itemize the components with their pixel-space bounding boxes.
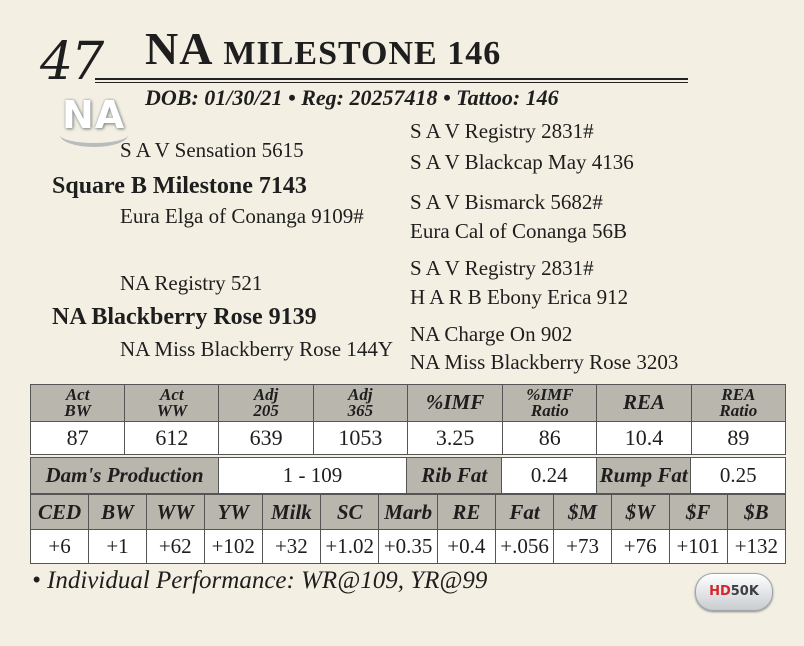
value-imf-ratio: 86 — [503, 422, 597, 455]
epd-header-yw: YW — [204, 495, 262, 530]
title-name: MILESTONE 146 — [223, 35, 502, 72]
title-divider — [95, 78, 688, 80]
epd-value-milk: +32 — [262, 530, 320, 564]
epd-header-f: $F — [669, 495, 727, 530]
sire: Square B Milestone 7143 — [52, 173, 307, 199]
epd-header-ww: WW — [146, 495, 204, 530]
rib-fat-label: Rib Fat — [406, 458, 502, 494]
header-imf: %IMF — [407, 385, 502, 422]
epd-value-w: +76 — [611, 530, 669, 564]
header-rea-ratio: REA Ratio — [691, 385, 785, 422]
performance-table — [30, 384, 786, 455]
epd-header-re: RE — [437, 495, 495, 530]
sire-sire-dam: S A V Blackcap May 4136 — [410, 150, 634, 174]
epd-header-milk: Milk — [262, 495, 320, 530]
header-act-ww: Act WW — [125, 385, 219, 422]
epd-value-sc: +1.02 — [320, 530, 378, 564]
epd-value-marb: +0.35 — [379, 530, 437, 564]
epd-header-row — [31, 495, 786, 530]
header-rea: REA — [597, 385, 691, 422]
performance-value-row — [31, 422, 786, 455]
epd-value-ced: +6 — [31, 530, 89, 564]
epd-header-w: $W — [611, 495, 669, 530]
epd-value-ww: +62 — [146, 530, 204, 564]
rump-fat-label: Rump Fat — [596, 458, 691, 494]
header-adj-365: Adj 365 — [313, 385, 407, 422]
hd50k-badge — [695, 573, 773, 611]
sire-sire: S A V Sensation 5615 — [120, 138, 304, 162]
header-act-bw: Act BW — [31, 385, 125, 422]
dam-sire: NA Registry 521 — [120, 271, 263, 295]
epd-value-f: +101 — [669, 530, 727, 564]
epd-header-m: $M — [554, 495, 612, 530]
value-rea: 10.4 — [597, 422, 691, 455]
title-divider-thin — [95, 82, 688, 83]
epd-value-bw: +1 — [89, 530, 147, 564]
animal-title — [145, 23, 502, 74]
sire-sire-sire: S A V Registry 2831# — [410, 119, 594, 143]
epd-value-re: +0.4 — [437, 530, 495, 564]
epd-header-ced: CED — [31, 495, 89, 530]
header-imf-ratio: %IMF Ratio — [503, 385, 597, 422]
rib-fat-value: 0.24 — [502, 458, 597, 494]
epd-header-marb: Marb — [379, 495, 437, 530]
epd-value-row — [31, 530, 786, 564]
na-logo-text: NA — [62, 93, 126, 137]
dam: NA Blackberry Rose 9139 — [52, 304, 317, 330]
dam-sire-sire: S A V Registry 2831# — [410, 256, 594, 280]
dams-production-label: Dam's Production — [31, 458, 219, 494]
hd50k-badge-hd: HD — [709, 584, 731, 599]
header-adj-205: Adj 205 — [219, 385, 313, 422]
individual-performance-note: • Individual Performance: WR@109, YR@99 — [32, 567, 488, 594]
production-table — [30, 457, 786, 494]
epd-value-fat: +.056 — [495, 530, 553, 564]
hd50k-badge-50k: 50K — [730, 584, 759, 599]
dams-production-value: 1 - 109 — [218, 458, 406, 494]
lot-number: 47 — [40, 32, 103, 92]
value-adj-365: 1053 — [313, 422, 407, 455]
dam-dam: NA Miss Blackberry Rose 144Y — [120, 337, 393, 361]
epd-header-bw: BW — [89, 495, 147, 530]
dam-sire-dam: H A R B Ebony Erica 912 — [410, 285, 629, 309]
dob-reg-tattoo-line: DOB: 01/30/21 • Reg: 20257418 • Tattoo: 146 — [145, 85, 559, 110]
epd-table — [30, 494, 786, 564]
epd-value-yw: +102 — [204, 530, 262, 564]
dam-dam-dam: NA Miss Blackberry Rose 3203 — [410, 350, 679, 374]
dam-dam-sire: NA Charge On 902 — [410, 322, 573, 346]
na-logo-swoosh-icon — [60, 123, 128, 147]
epd-header-fat: Fat — [495, 495, 553, 530]
value-rea-ratio: 89 — [691, 422, 785, 455]
production-row — [31, 458, 786, 494]
rump-fat-value: 0.25 — [691, 458, 786, 494]
sire-dam-dam: Eura Cal of Conanga 56B — [410, 219, 627, 243]
value-act-bw: 87 — [31, 422, 125, 455]
value-imf: 3.25 — [407, 422, 502, 455]
epd-header-b: $B — [727, 495, 785, 530]
value-act-ww: 612 — [125, 422, 219, 455]
epd-header-sc: SC — [320, 495, 378, 530]
performance-header-row — [31, 385, 786, 422]
epd-value-b: +132 — [727, 530, 785, 564]
sire-dam-sire: S A V Bismarck 5682# — [410, 190, 603, 214]
epd-value-m: +73 — [554, 530, 612, 564]
sire-dam: Eura Elga of Conanga 9109# — [120, 204, 364, 228]
title-prefix: NA — [145, 23, 211, 74]
value-adj-205: 639 — [219, 422, 313, 455]
